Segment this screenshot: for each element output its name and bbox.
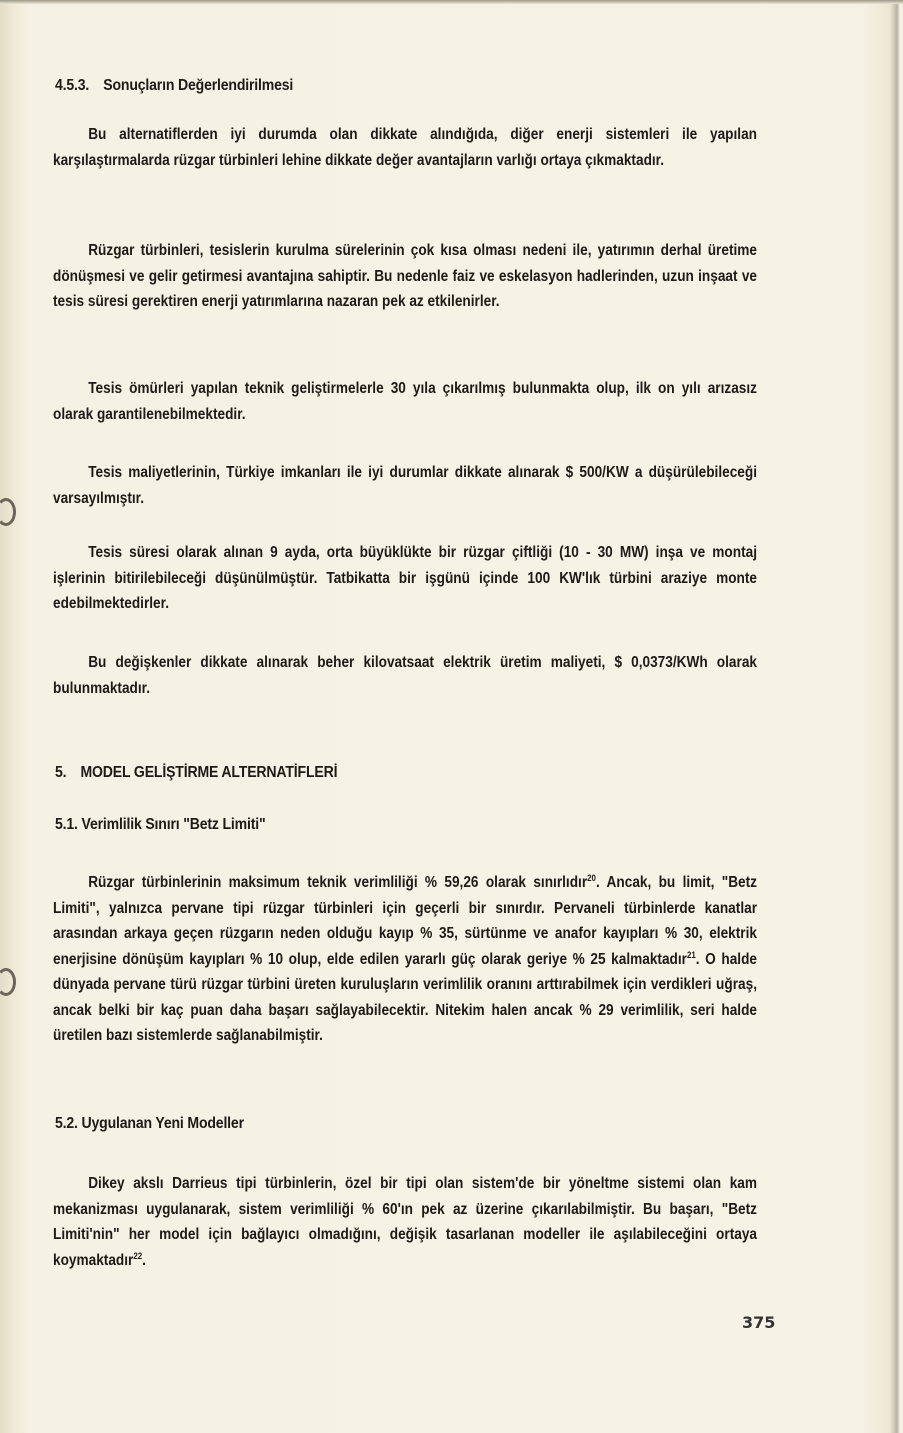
- section-number: 5.1.: [55, 816, 78, 833]
- section-title: MODEL GELİŞTİRME ALTERNATİFLERİ: [80, 764, 338, 781]
- binder-hole-mark: [0, 498, 16, 526]
- footnote-ref: 22: [133, 1250, 143, 1261]
- section-number: 4.5.3.: [55, 77, 90, 94]
- paragraph-betz-limit: [53, 870, 757, 1049]
- paragraph-text: Rüzgar türbinlerinin maksimum teknik verimliliği % 59,26 olarak sınırlıdır: [88, 874, 588, 891]
- section-number: 5.2.: [55, 1115, 78, 1132]
- paragraph-text: .: [142, 1251, 146, 1269]
- section-heading-5-1: [55, 816, 265, 834]
- paragraph: Tesis maliyetlerinin, Türkiye imkanları ile iyi durumlar dikkate alınarak $ 500/KW a düşürülebileceği varsayılmıştır.: [53, 464, 757, 507]
- paragraph: Bu değişkenler dikkate alınarak beher kilovatsaat elektrik üretim maliyeti, $ 0,0373/KWh olarak bulunmaktadır.: [53, 654, 757, 697]
- section-heading-4-5-3: [55, 77, 293, 95]
- section-title: Sonuçların Değerlendirilmesi: [103, 77, 294, 94]
- paragraph-text: . O halde dünyada pervane türü rüzgar türbini üreten kuruluşların verimlilik oranını arttırabilmek için verdikleri uğraş, ancak belki bir kaç puan daha başarı sağlayabilecektir. Nitekim halen ancak % 29 verimlilik, seri halde üretilen bazı sistemlerde sağlanabilmiştir.: [53, 950, 757, 1044]
- footnote-ref: 21: [686, 949, 696, 960]
- binder-hole-mark: [0, 968, 16, 996]
- section-heading-5-2: [55, 1115, 244, 1133]
- section-heading-5: [55, 764, 337, 782]
- page-top-edge: [0, 0, 903, 4]
- paragraph: Rüzgar türbinleri, tesislerin kurulma sürelerinin çok kısa olması nedeni ile, yatırımın derhal üretime dönüşmesi ve gelir getirmesi avantajına sahiptir. Bu nedenle faiz ve eskelasyon hadlerinden, uzun inşaat ve tesis süresi gerektiren enerji yatırımlarına nazaran pek az etkilenirler.: [53, 242, 757, 310]
- paragraph: Tesis ömürleri yapılan teknik geliştirmelerle 30 yıla çıkarılmış bulunmakta olup, ilk on yılı arızasız olarak garantilenebilmektedir.: [53, 380, 757, 423]
- page-number: 375: [742, 1313, 776, 1332]
- footnote-ref: 20: [587, 872, 596, 883]
- section-number: 5.: [55, 764, 67, 781]
- paragraph-text: . Ancak, bu limit, "Betz Limiti", yalnızca pervane tipi rüzgar türbinleri için geçerli bir sınırdır. Pervaneli türbinlerde kanatlar arasından arkaya geçen rüzgarın neden olduğu kayıp % 35, sürtünme ve anafor kayıpları % 30, elektrik enerjisine dönüşüm kayıpları % 10 olup, elde edilen yararlı güç olarak geriye % 25 kalmaktadır: [53, 874, 757, 968]
- paragraph: Bu alternatiflerden iyi durumda olan dikkate alındığıda, diğer enerji sistemleri ile yapılan karşılaştırmalarda rüzgar türbinleri lehine dikkate değer avantajların varlığı ortaya çıkmaktadır.: [53, 126, 757, 169]
- paragraph-text: Dikey akslı Darrieus tipi türbinlerin, özel bir tipi olan sistem'de bir yöneltme sistemi olan kam mekanizması uygulanarak, sistem verimliliği % 60'ın pek az üzerine çıkarılabilmiştir. Bu başarı, "Betz Limiti'nin" her model için bağlayıcı olmadığını, değişik tasarlanan modeller ile aşılabileceğini ortaya koymaktadır: [53, 1175, 757, 1269]
- paragraph-new-models: [53, 1171, 757, 1273]
- section-title: Uygulanan Yeni Modeller: [81, 1115, 244, 1132]
- section-title: Verimlilik Sınırı "Betz Limiti": [81, 816, 266, 833]
- paragraph: Tesis süresi olarak alınan 9 ayda, orta büyüklükte bir rüzgar çiftliği (10 - 30 MW) inşa ve montaj işlerinin bitirilebileceği düşünülmüştür. Tatbikatta bir işgünü içinde 100 KW'lık türbini araziye monte edebilmektedirler.: [53, 544, 757, 612]
